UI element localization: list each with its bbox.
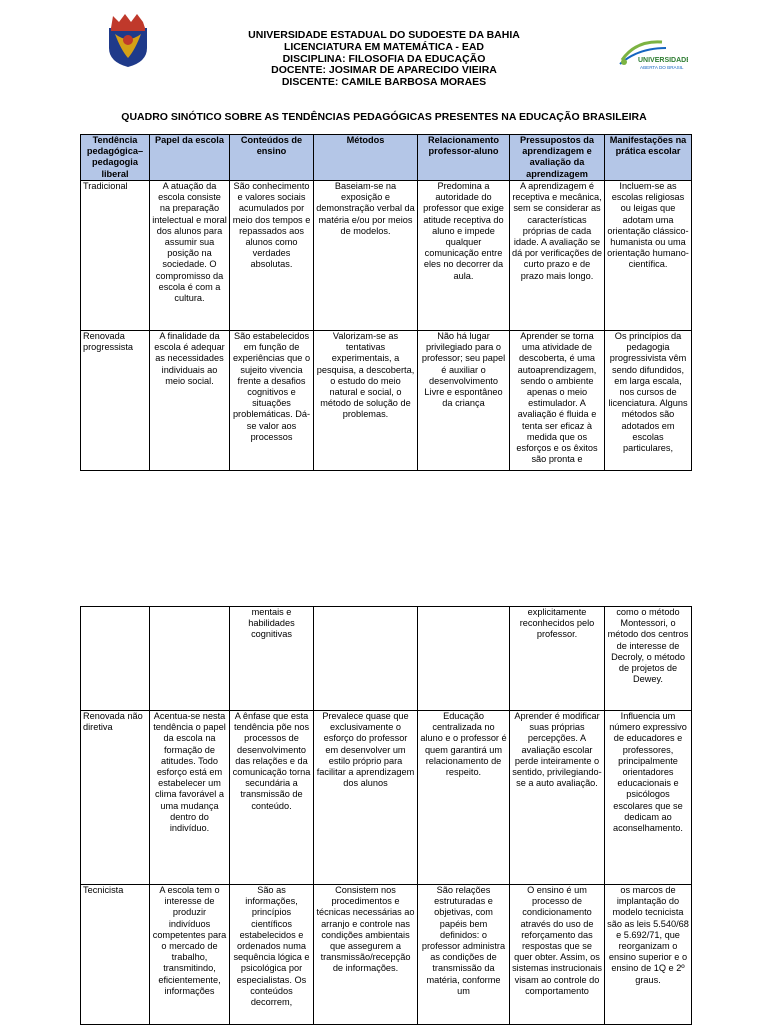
- table-cell: os marcos de implantação do modelo tecnicista são as leis 5.540/68 e 5.692/71, que reorganizam o ensino superior e o ensino de 1Q e 2º graus.: [605, 885, 692, 1025]
- column-header: Papel da escola: [150, 135, 230, 181]
- document-title: QUADRO SINÓTICO SOBRE AS TENDÊNCIAS PEDAGÓGICAS PRESENTES NA EDUCAÇÃO BRASILEIRA: [121, 111, 647, 123]
- uab-logo: [616, 38, 688, 72]
- column-header: Tendência pedagógica– pedagogia liberal: [81, 135, 150, 181]
- summary-table-part-1: [80, 134, 692, 471]
- table-cell: Tradicional: [81, 181, 150, 331]
- table-cell: São conhecimento e valores sociais acumulados por meio dos tempos e repassados aos alunos como verdades absolutas.: [230, 181, 314, 331]
- table-cell: Educação centralizada no aluno e o professor é quem garantirá um relacionamento de respeito.: [418, 711, 510, 885]
- uab-logo-text-2: ABERTA DO BRASIL: [640, 65, 684, 70]
- table-cell: Baseiam-se na exposição e demonstração verbal da matéria e/ou por meios de modelos.: [314, 181, 418, 331]
- column-header: Conteúdos de ensino: [230, 135, 314, 181]
- column-header: Relacionamento professor-aluno: [418, 135, 510, 181]
- header-line-course: LICENCIATURA EM MATEMÁTICA - EAD: [283, 40, 485, 53]
- table-cell: como o método Montessori, o método dos centros de interesse de Decroly, o método de projetos de Dewey.: [605, 607, 692, 711]
- table-cell: Consistem nos procedimentos e técnicas necessárias ao arranjo e controle nas condições ambientais que assegurem a transmissão/recepção de informações.: [314, 885, 418, 1025]
- table-cell: A escola tem o interesse de produzir indivíduos competentes para o mercado de trabalho, transmitindo, eficientemente, informações: [150, 885, 230, 1025]
- table-row: [81, 711, 692, 885]
- table-cell: Acentua-se nesta tendência o papel da escola na formação de atitudes. Todo esforço está em estabelecer um clima favorável a uma mudança dentro do indivíduo.: [150, 711, 230, 885]
- table-row: [81, 885, 692, 1025]
- table-cell: Não há lugar privilegiado para o professor; seu papel é auxiliar o desenvolvimento Livre e espontâneo da criança: [418, 331, 510, 471]
- table-cell: [418, 607, 510, 711]
- table-cell: Incluem-se as escolas religiosas ou leigas que adotam uma orientação clássico-humanista ou uma orientação humano-científica.: [605, 181, 692, 331]
- table-cell: Os princípios da pedagogia progressivista vêm sendo difundidos, em larga escala, nos cursos de licenciatura. Alguns métodos são adotados em escolas particulares,: [605, 331, 692, 471]
- table-cell: A ênfase que esta tendência põe nos processos de desenvolvimento das relações e da comunicação torna secundária a transmissão de conteúdo.: [230, 711, 314, 885]
- table-cell: Predomina a autoridade do professor que exige atitude receptiva do aluno e impede qualquer comunicação entre eles no decorrer da aula.: [418, 181, 510, 331]
- table-cell: Aprender se torna uma atividade de descoberta, é uma autoaprendizagem, sendo o ambiente apenas o meio estimulador. A avaliação é fluida e tenta ser eficaz à medida que os esforços e os êxitos são pronta e: [510, 331, 605, 471]
- table-cell: São relações estruturadas e objetivas, com papéis bem definidos: o professor administra as condições de transmissão da matéria, conforme um: [418, 885, 510, 1025]
- column-header: Pressupostos da aprendizagem e avaliação da aprendizagem: [510, 135, 605, 181]
- column-header: Manifestações na prática escolar: [605, 135, 692, 181]
- table-cell: [314, 607, 418, 711]
- table-cell: A atuação da escola consiste na preparação intelectual e moral dos alunos para assumir sua posição na sociedade. O compromisso da escola é com a cultura.: [150, 181, 230, 331]
- table-cell: [150, 607, 230, 711]
- summary-table-part-2: [80, 606, 692, 1025]
- table-cell: explicitamente reconhecidos pelo professor.: [510, 607, 605, 711]
- table-cell: Valorizam-se as tentativas experimentais, a pesquisa, a descoberta, o estudo do meio natural e social, o método de solução de problemas.: [314, 331, 418, 471]
- table-row: [81, 181, 692, 331]
- university-crest-logo: [105, 14, 151, 68]
- table-cell: Aprender é modificar suas próprias percepções. A avaliação escolar perde inteiramente o sentido, privilegiando-se a auto avaliação.: [510, 711, 605, 885]
- header-line-university: UNIVERSIDADE ESTADUAL DO SUDOESTE DA BAHIA: [248, 29, 520, 41]
- header-line-discipline: DISCIPLINA: FILOSOFIA DA EDUCAÇÃO: [282, 52, 486, 65]
- table-row: [81, 607, 692, 711]
- table-cell: Tecnicista: [81, 885, 150, 1025]
- table-cell: A aprendizagem é receptiva e mecânica, sem se considerar as características próprias de cada idade. A avaliação se dá por verificações de curto prazo e de prazo mais longo.: [510, 181, 605, 331]
- table-cell: Renovada não diretiva: [81, 711, 150, 885]
- table-cell: São as informações, princípios científicos estabelecidos e ordenados numa sequência lógica e psicológica por especialistas. Os conteúdos decorrem,: [230, 885, 314, 1025]
- table-cell: O ensino é um processo de condicionamento através do uso de reforçamento das respostas que se quer obter. Assim, os sistemas instrucionais visam ao controle do comportamento: [510, 885, 605, 1025]
- table-cell: Influencia um número expressivo de educadores e professores, principalmente orientadores educacionais e psicólogos escolares que se dedicam ao aconselhamento.: [605, 711, 692, 885]
- table-cell: [81, 607, 150, 711]
- table-cell: Prevalece quase que exclusivamente o esforço do professor em desenvolver um estilo próprio para facilitar a aprendizagem dos alunos: [314, 711, 418, 885]
- uab-logo-text-1: UNIVERSIDADE: [638, 57, 688, 64]
- table-header-row: [81, 135, 692, 181]
- table-cell: Renovada progressista: [81, 331, 150, 471]
- table-cell: mentais e habilidades cognitivas: [230, 607, 314, 711]
- column-header: Métodos: [314, 135, 418, 181]
- table-row: [81, 331, 692, 471]
- header-line-student: DISCENTE: CAMILE BARBOSA MORAES: [281, 76, 487, 89]
- header-line-teacher: DOCENTE: JOSIMAR DE APARECIDO VIEIRA: [271, 64, 497, 77]
- table-cell: A finalidade da escola é adequar as necessidades individuais ao meio social.: [150, 331, 230, 471]
- table-cell: São estabelecidos em função de experiências que o sujeito vivencia frente a desafios cognitivos e situações problemáticas. Dá-se valor aos processos: [230, 331, 314, 471]
- document-header: [150, 30, 618, 89]
